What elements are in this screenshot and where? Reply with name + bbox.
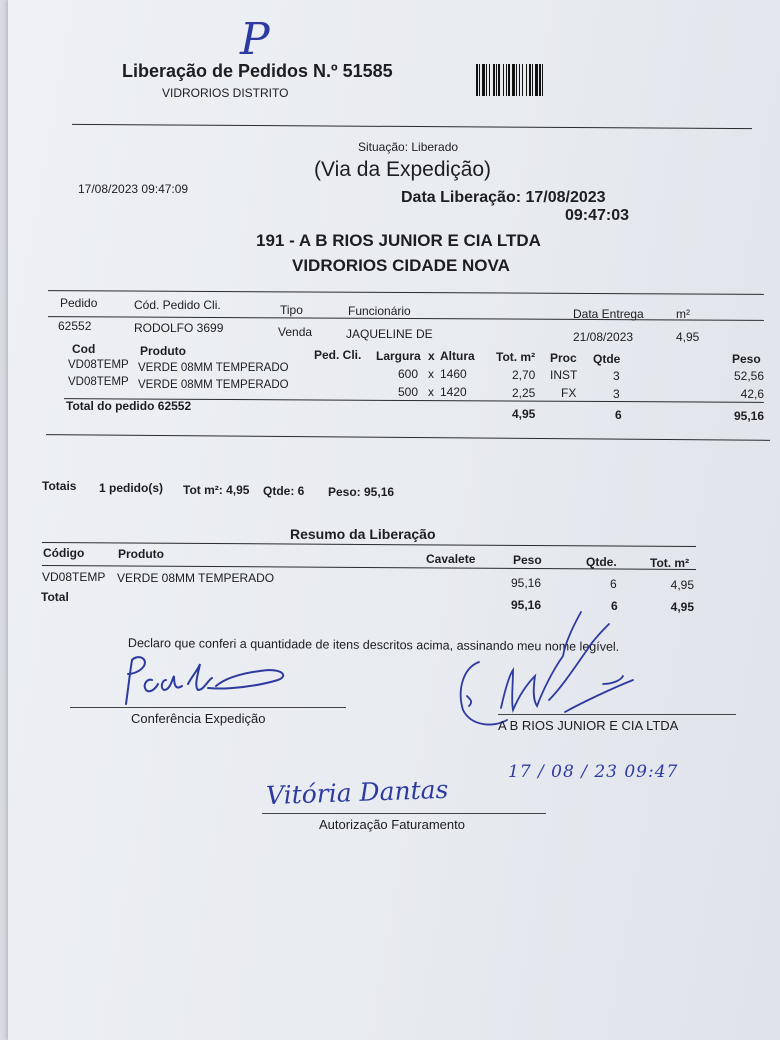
item-header-ped-cli: Ped. Cli.	[314, 348, 362, 362]
item-proc: INST	[550, 368, 578, 382]
summary-codigo: VD08TEMP	[42, 570, 106, 584]
item-cod: VD08TEMP	[68, 376, 129, 388]
summary-header-tot-m2: Tot. m²	[650, 556, 690, 570]
table-bottom-rule	[46, 434, 770, 441]
page-title: Liberação de Pedidos N.º 51585	[122, 61, 393, 81]
item-proc: FX	[561, 386, 577, 400]
signature-label-left: Conferência Expedição	[131, 711, 266, 726]
summary-header-qtde: Qtde.	[586, 555, 617, 569]
summary-produto: VERDE 08MM TEMPERADO	[117, 571, 275, 585]
divider	[72, 124, 752, 129]
item-header-x: x	[428, 349, 435, 363]
summary-header-codigo: Código	[43, 546, 85, 560]
signature-label-bottom: Autorização Faturamento	[319, 817, 465, 832]
signature-label-right: A B RIOS JUNIOR E CIA LTDA	[498, 718, 679, 733]
release-time: 09:47:03	[565, 207, 630, 224]
status-text: Situação: Liberado	[358, 140, 459, 154]
totals-m2: Tot m²: 4,95	[183, 483, 250, 497]
order-m2: 4,95	[676, 330, 700, 344]
signature-line-bottom	[262, 813, 546, 814]
summary-total-qtde: 6	[611, 599, 618, 613]
item-altura: 1420	[440, 385, 467, 399]
item-header-produto: Produto	[140, 344, 186, 358]
summary-header-produto: Produto	[118, 547, 164, 561]
header-data-entrega: Data Entrega	[573, 307, 644, 321]
summary-header-peso: Peso	[513, 553, 542, 567]
handwritten-name: Vitória Dantas	[265, 774, 449, 811]
totals-qtde: Qtde: 6	[263, 484, 305, 498]
totals-pedidos: 1 pedido(s)	[99, 481, 164, 495]
signature-line-right	[498, 714, 736, 715]
summary-tot-m2: 4,95	[670, 578, 694, 592]
item-header-peso: Peso	[732, 352, 761, 366]
item-header-cod: Cod	[72, 342, 96, 356]
printed-timestamp: 17/08/2023 09:47:09	[78, 182, 189, 196]
item-header-altura: Altura	[440, 349, 475, 363]
page-subtitle: VIDRORIOS DISTRITO	[162, 86, 289, 100]
item-tot-m2: 2,25	[512, 386, 536, 400]
item-largura: 500	[398, 385, 419, 399]
item-header-qtde: Qtde	[593, 352, 621, 366]
header-cod-pedido-cli: Cód. Pedido Cli.	[134, 298, 221, 312]
order-data-entrega: 21/08/2023	[573, 330, 634, 344]
order-total-peso: 95,16	[733, 409, 764, 423]
item-altura: 1460	[440, 367, 467, 381]
order-pedido: 62552	[58, 319, 92, 333]
barcode-icon	[476, 64, 596, 96]
totals-peso: Peso: 95,16	[328, 485, 395, 499]
header-m2: m²	[676, 307, 690, 321]
order-cod-cli: RODOLFO 3699	[134, 321, 224, 335]
summary-total-label: Total	[41, 590, 69, 604]
summary-total-peso: 95,16	[511, 598, 542, 612]
handwritten-mark: P	[240, 14, 270, 65]
summary-title: Resumo da Liberação	[290, 526, 436, 542]
order-total-m2: 4,95	[512, 407, 536, 421]
signature-conferencia	[108, 650, 308, 710]
item-largura: 600	[398, 367, 419, 381]
summary-total-tot-m2: 4,95	[670, 600, 694, 614]
item-qtde: 3	[613, 387, 620, 401]
summary-qtde: 6	[610, 577, 617, 591]
item-cod: VD08TEMP	[68, 359, 129, 371]
summary-peso: 95,16	[511, 576, 542, 590]
declaration-text: Declaro que conferi a quantidade de itens descritos acima, assinando meu nome legível.	[127, 636, 620, 654]
item-header-tot-m2: Tot. m²	[496, 350, 536, 364]
order-total-label: Total do pedido 62552	[66, 399, 192, 413]
header-pedido: Pedido	[60, 296, 98, 310]
item-produto: VERDE 08MM TEMPERADO	[138, 379, 289, 391]
table-top-rule	[48, 290, 764, 295]
item-peso: 42,6	[740, 387, 764, 401]
item-x: x	[428, 367, 434, 381]
header-funcionario: Funcionário	[348, 304, 411, 318]
signature-line-left	[70, 707, 346, 708]
item-qtde: 3	[613, 369, 620, 383]
client-store: VIDRORIOS CIDADE NOVA	[292, 256, 510, 275]
item-tot-m2: 2,70	[512, 368, 536, 382]
order-tipo: Venda	[278, 325, 313, 339]
item-header-largura: Largura	[376, 349, 421, 363]
order-funcionario: JAQUELINE DE	[346, 327, 433, 341]
client-name: 191 - A B RIOS JUNIOR E CIA LTDA	[256, 231, 541, 250]
summary-header-cavalete: Cavalete	[426, 552, 476, 566]
header-tipo: Tipo	[280, 303, 303, 317]
release-date: Data Liberação: 17/08/2023	[401, 189, 606, 206]
document-page	[8, 0, 780, 1040]
handwritten-date: 17 / 08 / 23 09:47	[508, 762, 679, 782]
via-title: (Via da Expedição)	[314, 158, 492, 181]
item-x: x	[428, 385, 434, 399]
item-produto: VERDE 08MM TEMPERADO	[138, 362, 289, 374]
totals-label: Totais	[42, 479, 77, 493]
order-total-qtde: 6	[615, 408, 622, 422]
item-peso: 52,56	[733, 369, 764, 383]
item-header-proc: Proc	[550, 351, 577, 365]
